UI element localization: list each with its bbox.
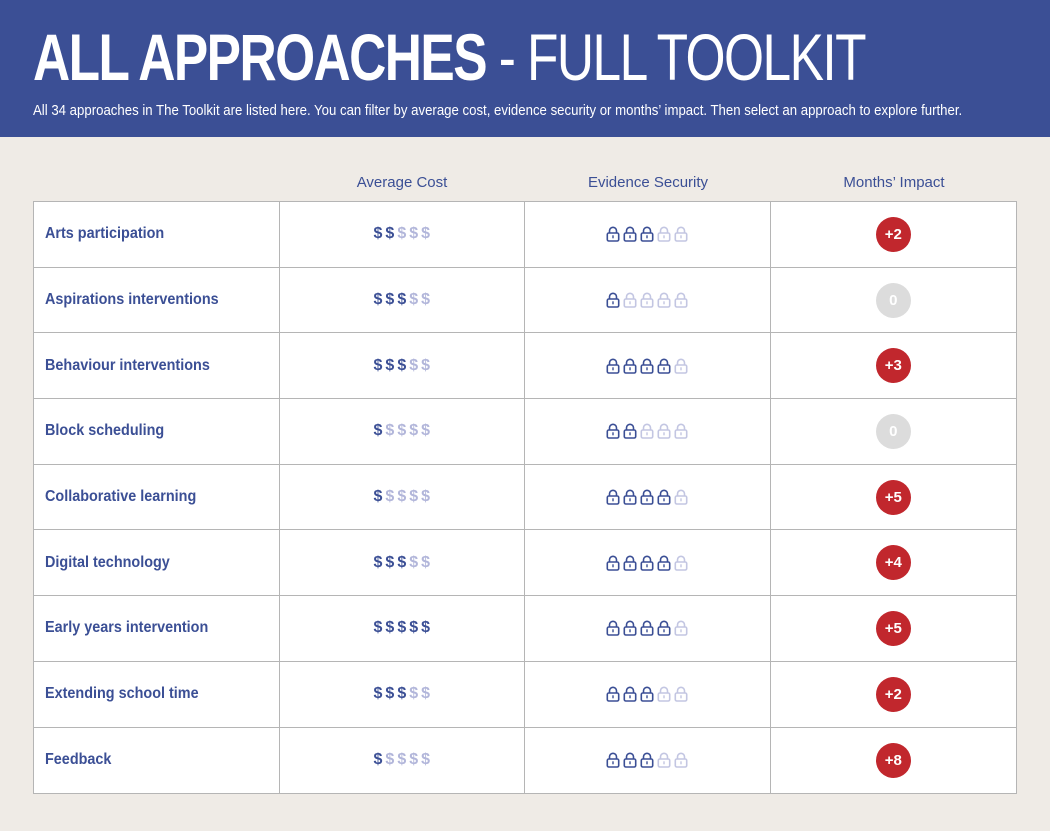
impact-badge: +2 [876, 677, 911, 712]
lock-icon [640, 752, 654, 768]
lock-icon [657, 226, 671, 242]
lock-icon [623, 423, 637, 439]
page-header [0, 0, 1050, 137]
impact-badge: 0 [876, 414, 911, 449]
impact-badge: +8 [876, 743, 911, 778]
approach-name-label: Collaborative learning [45, 488, 197, 506]
page-subtitle: All 34 approaches in The Toolkit are listed here. You can filter by average cost, evidence security or months’ impact. Then select an approach to explore further. [33, 102, 963, 119]
dollar-icon: $ [397, 488, 407, 506]
lock-icon [623, 555, 637, 571]
lock-icon [606, 489, 620, 505]
dollar-icon: $ [385, 356, 395, 374]
lock-icon [640, 423, 654, 439]
dollar-icon: $ [373, 225, 383, 243]
approach-name-label: Early years intervention [45, 619, 209, 637]
lock-icon [606, 292, 620, 308]
dollar-icon: $ [421, 422, 431, 440]
approach-name[interactable] [34, 728, 280, 794]
evidence-security-rating [525, 268, 771, 333]
average-cost-rating [280, 465, 526, 530]
table-row[interactable] [34, 596, 1016, 662]
lock-icon [623, 489, 637, 505]
table-row[interactable] [34, 333, 1016, 399]
lock-icon [674, 423, 688, 439]
evidence-security-rating [525, 333, 771, 398]
lock-icon [674, 555, 688, 571]
dollar-icon: $ [385, 685, 395, 703]
months-impact-cell [771, 530, 1017, 595]
lock-icon [674, 292, 688, 308]
dollar-icon: $ [409, 553, 419, 571]
average-cost-rating [280, 596, 526, 661]
impact-badge: +3 [876, 348, 911, 383]
approach-name[interactable] [34, 596, 280, 661]
column-header-months-impact[interactable]: Months’ Impact [843, 174, 945, 191]
lock-icon [674, 358, 688, 374]
dollar-icon: $ [397, 422, 407, 440]
lock-icon [640, 292, 654, 308]
dollar-icon: $ [385, 553, 395, 571]
evidence-security-rating [525, 596, 771, 661]
dollar-icon: $ [409, 685, 419, 703]
months-impact-cell [771, 268, 1017, 333]
dollar-icon: $ [409, 356, 419, 374]
months-impact-cell [771, 596, 1017, 661]
lock-icon [623, 686, 637, 702]
dollar-icon: $ [397, 225, 407, 243]
table-row[interactable] [34, 728, 1016, 794]
table-row[interactable] [34, 399, 1016, 465]
approach-name-label: Block scheduling [45, 422, 165, 440]
lock-icon [674, 620, 688, 636]
average-cost-rating [280, 202, 526, 267]
lock-icon [674, 686, 688, 702]
dollar-icon: $ [397, 356, 407, 374]
approach-name[interactable] [34, 268, 280, 333]
column-header-evidence-security[interactable]: Evidence Security [587, 174, 709, 191]
dollar-icon: $ [421, 356, 431, 374]
impact-badge: +5 [876, 611, 911, 646]
dollar-icon: $ [385, 488, 395, 506]
lock-icon [623, 752, 637, 768]
months-impact-cell [771, 465, 1017, 530]
lock-icon [640, 489, 654, 505]
impact-badge: +4 [876, 545, 911, 580]
approach-name[interactable] [34, 399, 280, 464]
lock-icon [674, 226, 688, 242]
lock-icon [674, 752, 688, 768]
lock-icon [640, 358, 654, 374]
lock-icon [657, 489, 671, 505]
dollar-icon: $ [397, 291, 407, 309]
dollar-icon: $ [409, 291, 419, 309]
lock-icon [657, 686, 671, 702]
months-impact-cell [771, 399, 1017, 464]
lock-icon [606, 620, 620, 636]
lock-icon [623, 226, 637, 242]
lock-icon [657, 620, 671, 636]
column-header-average-cost[interactable]: Average Cost [356, 174, 448, 191]
approach-name-label: Aspirations interventions [45, 291, 219, 309]
average-cost-rating [280, 333, 526, 398]
lock-icon [606, 686, 620, 702]
lock-icon [657, 423, 671, 439]
months-impact-cell [771, 333, 1017, 398]
months-impact-cell [771, 202, 1017, 267]
lock-icon [606, 752, 620, 768]
lock-icon [640, 555, 654, 571]
lock-icon [674, 489, 688, 505]
months-impact-cell [771, 728, 1017, 794]
lock-icon [606, 226, 620, 242]
dollar-icon: $ [421, 225, 431, 243]
dollar-icon: $ [385, 619, 395, 637]
average-cost-rating [280, 399, 526, 464]
lock-icon [623, 292, 637, 308]
dollar-icon: $ [409, 619, 419, 637]
dollar-icon: $ [373, 422, 383, 440]
approach-name[interactable] [34, 662, 280, 727]
months-impact-cell [771, 662, 1017, 727]
evidence-security-rating [525, 530, 771, 595]
dollar-icon: $ [385, 225, 395, 243]
lock-icon [657, 752, 671, 768]
evidence-security-rating [525, 202, 771, 267]
evidence-security-rating [525, 728, 771, 794]
lock-icon [640, 226, 654, 242]
table-row[interactable] [34, 465, 1016, 531]
dollar-icon: $ [373, 751, 383, 769]
lock-icon [606, 423, 620, 439]
approach-name[interactable] [34, 530, 280, 595]
lock-icon [657, 555, 671, 571]
dollar-icon: $ [373, 553, 383, 571]
dollar-icon: $ [385, 751, 395, 769]
dollar-icon: $ [421, 553, 431, 571]
title-light: - FULL TOOLKIT [485, 20, 865, 94]
approach-name-label: Extending school time [45, 685, 199, 703]
approach-name[interactable] [34, 202, 280, 267]
dollar-icon: $ [397, 685, 407, 703]
table-row[interactable] [34, 662, 1016, 728]
dollar-icon: $ [397, 751, 407, 769]
lock-icon [623, 358, 637, 374]
page-title [33, 22, 865, 92]
approach-name-label: Digital technology [45, 553, 170, 571]
approach-name[interactable] [34, 465, 280, 530]
dollar-icon: $ [385, 422, 395, 440]
approach-name-label: Behaviour interventions [45, 356, 210, 374]
title-bold: ALL APPROACHES [33, 20, 486, 94]
lock-icon [640, 686, 654, 702]
approach-name-label: Feedback [45, 751, 112, 769]
dollar-icon: $ [373, 685, 383, 703]
dollar-icon: $ [409, 488, 419, 506]
dollar-icon: $ [373, 291, 383, 309]
approach-name-label: Arts participation [45, 225, 165, 243]
dollar-icon: $ [409, 751, 419, 769]
table-row[interactable] [34, 268, 1016, 334]
dollar-icon: $ [397, 553, 407, 571]
impact-badge: +5 [876, 480, 911, 515]
lock-icon [657, 358, 671, 374]
dollar-icon: $ [409, 422, 419, 440]
average-cost-rating [280, 662, 526, 727]
impact-badge: +2 [876, 217, 911, 252]
evidence-security-rating [525, 399, 771, 464]
dollar-icon: $ [409, 225, 419, 243]
dollar-icon: $ [373, 356, 383, 374]
dollar-icon: $ [421, 488, 431, 506]
dollar-icon: $ [421, 751, 431, 769]
average-cost-rating [280, 268, 526, 333]
lock-icon [606, 555, 620, 571]
lock-icon [623, 620, 637, 636]
dollar-icon: $ [397, 619, 407, 637]
average-cost-rating [280, 530, 526, 595]
approaches-table [33, 201, 1017, 794]
dollar-icon: $ [385, 291, 395, 309]
dollar-icon: $ [373, 619, 383, 637]
approach-name[interactable] [34, 333, 280, 398]
lock-icon [606, 358, 620, 374]
dollar-icon: $ [421, 619, 431, 637]
evidence-security-rating [525, 465, 771, 530]
dollar-icon: $ [421, 291, 431, 309]
dollar-icon: $ [421, 685, 431, 703]
table-row[interactable] [34, 202, 1016, 268]
evidence-security-rating [525, 662, 771, 727]
dollar-icon: $ [373, 488, 383, 506]
lock-icon [657, 292, 671, 308]
average-cost-rating [280, 728, 526, 794]
lock-icon [640, 620, 654, 636]
impact-badge: 0 [876, 283, 911, 318]
table-row[interactable] [34, 530, 1016, 596]
